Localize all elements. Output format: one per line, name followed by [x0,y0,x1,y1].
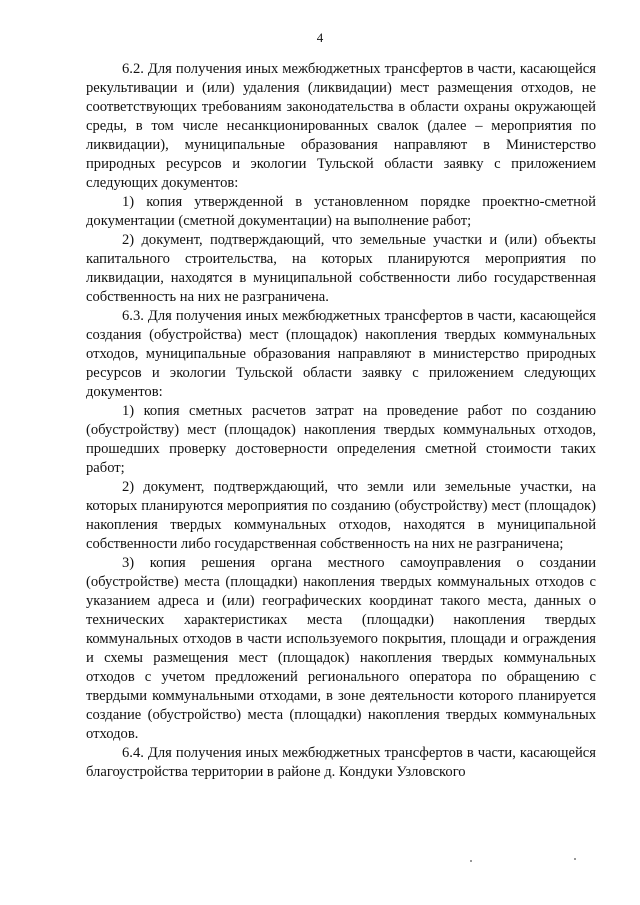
paragraph-6-2: 6.2. Для получения иных межбюджетных трансфертов в части, касающейся рекультивации и (или) удаления (ликвидации) мест размещения отходов, не соответствующих требованиям законодательства в области охраны окружающей среды, в том числе несанкционированных свалок (далее – мероприятия по ликвидации), муниципальные образования направляют в Министерство природных ресурсов и экологии Тульской области заявку с приложением следующих документов: [86,61,596,191]
scan-marks [470,858,580,864]
paragraph-6-4: 6.4. Для получения иных межбюджетных трансфертов в части, касающейся благоустройства территории в районе д. Кондуки Узловского [86,745,596,780]
paragraph-6-3-item-3: 3) копия решения органа местного самоуправления о создании (обустройстве) места (площадки) накопления твердых коммунальных отходов с указанием адреса и (или) географических координат такого места, данных о технических характеристиках места (площадки) накопления твердых коммунальных отходов в части используемого покрытия, площади и ограждения и схемы размещения мест (площадок) накопления твердых коммунальных отходов с учетом предложений регионального оператора по обращению с твердыми коммунальными отходами, в зоне деятельности которого планируется создание (обустройство) места (площадки) накопления твердых коммунальных отходов. [86,555,596,742]
paragraph-6-3-item-2: 2) документ, подтверждающий, что земли или земельные участки, на которых планируются мероприятия по созданию (обустройству) мест (площадок) накопления твердых коммунальных отходов, находятся в муниципальной собственности либо государственная собственность на них не разграничена; [86,479,596,552]
scan-dot [470,860,472,862]
paragraph-6-3: 6.3. Для получения иных межбюджетных трансфертов в части, касающейся создания (обустройства) мест (площадок) накопления твердых коммунальных отходов, муниципальные образования направляют в министерство природных ресурсов и экологии Тульской области заявку с приложением следующих документов: [86,308,596,400]
page-number: 4 [316,30,324,45]
paragraph-6-2-item-2: 2) документ, подтверждающий, что земельные участки и (или) объекты капитального строительства, на которых планируются мероприятия по ликвидации, находятся в муниципальной собственности либо государственная собственность на них не разграничена. [86,232,596,305]
paragraph-6-3-item-1: 1) копия сметных расчетов затрат на проведение работ по созданию (обустройству) мест (площадок) накопления твердых коммунальных отходов, прошедших проверку достоверности определения сметной стоимости таких работ; [86,403,596,476]
document-body [86,60,596,782]
scan-dot [574,858,576,860]
paragraph-6-2-item-1: 1) копия утвержденной в установленном порядке проектно-сметной документации (сметной документации) на выполнение работ; [86,194,596,229]
